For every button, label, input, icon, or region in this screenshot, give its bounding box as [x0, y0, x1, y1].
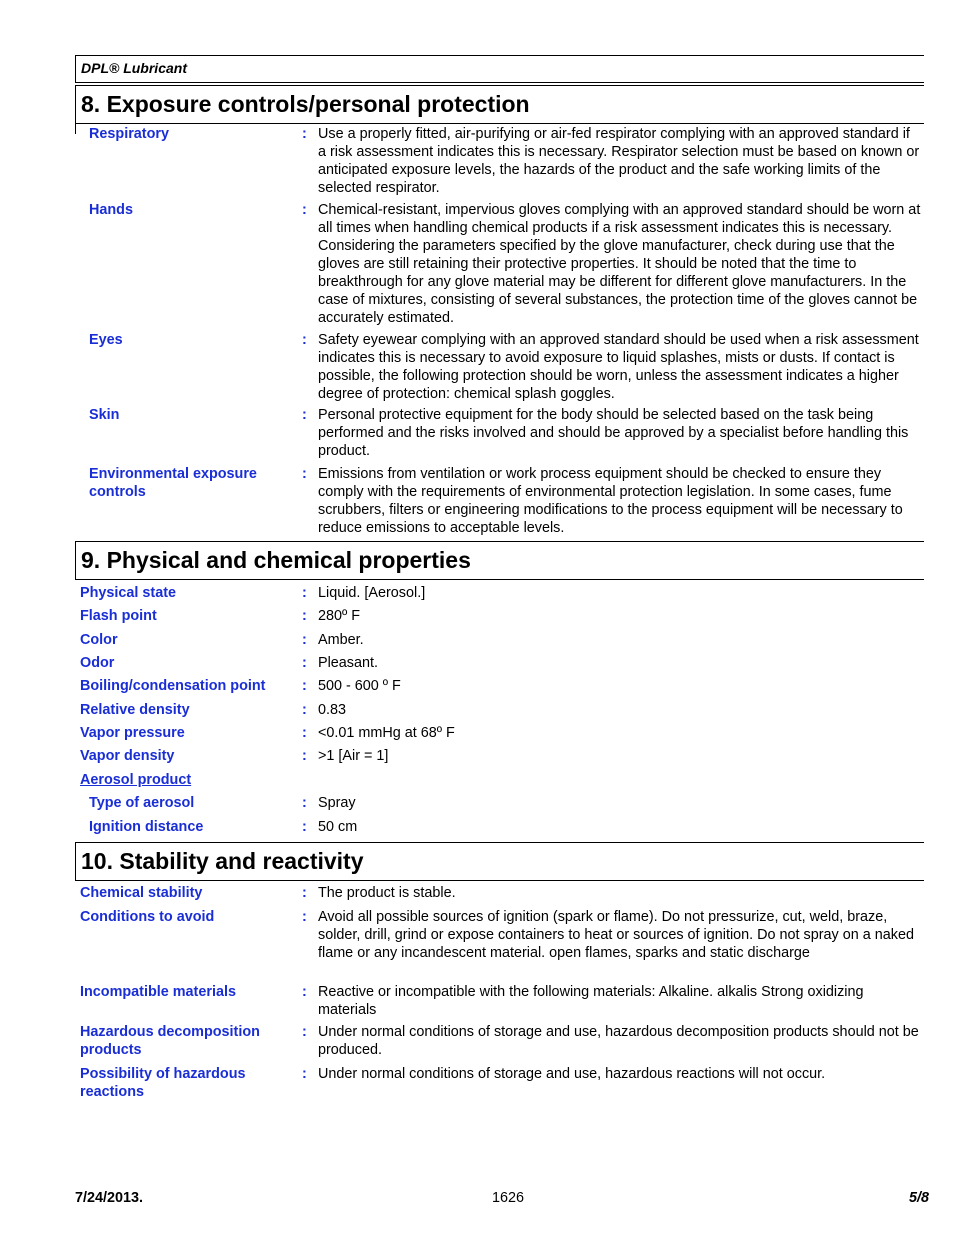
product-header: [75, 55, 924, 83]
value-odor: Pleasant.: [318, 655, 379, 671]
label-vapor-pressure: Vapor pressure: [80, 725, 185, 741]
colon: :: [302, 819, 307, 835]
colon: :: [302, 126, 307, 142]
colon: :: [302, 332, 307, 348]
colon: :: [302, 1024, 307, 1040]
value-eyes: Safety eyewear complying with an approved standard should be used when a risk assessment indicates this is necessary to avoid exposure to liquid splashes, mists or dusts. If contact is possible, the following protection should be worn, unless the assessment indicates a higher degree of protection: chemical splash goggles.: [318, 332, 919, 402]
label-odor: Odor: [80, 655, 115, 671]
value-type-of-aerosol: Spray: [318, 795, 356, 811]
label-conditions-to-avoid: Conditions to avoid: [80, 909, 215, 925]
colon: :: [302, 984, 307, 1000]
colon: :: [302, 1066, 307, 1082]
value-flash-point: 280º F: [318, 608, 361, 624]
colon: :: [302, 795, 307, 811]
label-vapor-density: Vapor density: [80, 748, 175, 764]
colon: :: [302, 725, 307, 741]
colon: :: [302, 748, 307, 764]
value-boiling-point: 500 - 600 º F: [318, 678, 401, 694]
colon: :: [302, 702, 307, 718]
colon: :: [302, 466, 307, 482]
label-relative-density: Relative density: [80, 702, 190, 718]
colon: :: [302, 678, 307, 694]
label-hazardous-decomposition: Hazardous decomposition products: [80, 1024, 260, 1058]
colon: :: [302, 885, 307, 901]
label-hands: Hands: [89, 202, 133, 218]
colon: :: [302, 632, 307, 648]
section-10-title: 10. Stability and reactivity: [81, 848, 364, 874]
value-hazardous-decomposition: Under normal conditions of storage and use, hazardous decomposition products should not be produced.: [318, 1024, 919, 1058]
label-incompatible-materials: Incompatible materials: [80, 984, 236, 1000]
footer-code: 1626: [492, 1190, 525, 1206]
colon: :: [302, 655, 307, 671]
label-environmental-exposure: Environmental exposure controls: [89, 466, 257, 500]
section-10-heading: [75, 842, 924, 881]
heading-aerosol-product: Aerosol product: [80, 772, 192, 788]
value-physical-state: Liquid. [Aerosol.]: [318, 585, 426, 601]
value-vapor-density: >1 [Air = 1]: [318, 748, 389, 764]
value-chemical-stability: The product is stable.: [318, 885, 456, 901]
value-hazardous-reactions: Under normal conditions of storage and use, hazardous reactions will not occur.: [318, 1066, 826, 1082]
value-ignition-distance: 50 cm: [318, 819, 358, 835]
label-color: Color: [80, 632, 118, 648]
colon: :: [302, 608, 307, 624]
section-9-title: 9. Physical and chemical properties: [81, 547, 471, 573]
label-type-of-aerosol: Type of aerosol: [89, 795, 195, 811]
footer-date: 7/24/2013.: [75, 1190, 144, 1206]
value-respiratory: Use a properly fitted, air-purifying or air-fed respirator complying with an approved standard if a risk assessment indicates this is necessary. Respirator selection must be based on known or anticipated exposure levels, the hazards of the product and the safe working limits of the selected respirator.: [318, 126, 920, 196]
section-9-heading: [75, 541, 924, 580]
value-relative-density: 0.83: [318, 702, 347, 718]
section-8-title: 8. Exposure controls/personal protection: [81, 91, 530, 117]
label-chemical-stability: Chemical stability: [80, 885, 203, 901]
label-physical-state: Physical state: [80, 585, 176, 601]
label-hazardous-reactions: Possibility of hazardous reactions: [80, 1066, 246, 1100]
value-environmental-exposure: Emissions from ventilation or work process equipment should be checked to ensure they comply with the requirements of environmental protection legislation. In some cases, fume scrubbers, filters or engineering modifications to the process equipment will be necessary to reduce emissions to acceptable levels.: [318, 466, 903, 536]
label-skin: Skin: [89, 407, 120, 423]
value-skin: Personal protective equipment for the body should be selected based on the task being performed and the risks involved and should be approved by a specialist before handling this product.: [318, 407, 909, 459]
product-name: DPL® Lubricant: [81, 60, 187, 76]
value-incompatible-materials: Reactive or incompatible with the following materials: Alkaline. alkalis Strong oxidizing materials: [318, 984, 864, 1018]
colon: :: [302, 585, 307, 601]
section-8-left-rule: [75, 123, 76, 134]
value-color: Amber.: [318, 632, 364, 648]
colon: :: [302, 202, 307, 218]
label-ignition-distance: Ignition distance: [89, 819, 204, 835]
value-hands: Chemical-resistant, impervious gloves complying with an approved standard should be worn at all times when handling chemical products if a risk assessment indicates this is necessary. Considering the parameters specified by the glove manufacturer, check during use that the gloves are still retaining their protective properties. It should be noted that the time to breakthrough for any glove material may be different for different glove manufacturers. In the case of mixtures, consisting of several substances, the protection time of the gloves cannot be accurately estimated.: [318, 202, 921, 326]
footer-page-number: 5/8: [909, 1190, 930, 1206]
value-conditions-to-avoid: Avoid all possible sources of ignition (spark or flame). Do not pressurize, cut, weld, braze, solder, drill, grind or expose containers to heat or sources of ignition. Do not spray on a naked flame or any incandescent material. open flames, sparks and static discharge: [318, 909, 914, 961]
colon: :: [302, 407, 307, 423]
value-vapor-pressure: <0.01 mmHg at 68º F: [318, 725, 455, 741]
label-boiling-point: Boiling/condensation point: [80, 678, 266, 694]
colon: :: [302, 909, 307, 925]
label-flash-point: Flash point: [80, 608, 157, 624]
label-respiratory: Respiratory: [89, 126, 169, 142]
label-eyes: Eyes: [89, 332, 123, 348]
section-8-heading: [75, 85, 924, 124]
